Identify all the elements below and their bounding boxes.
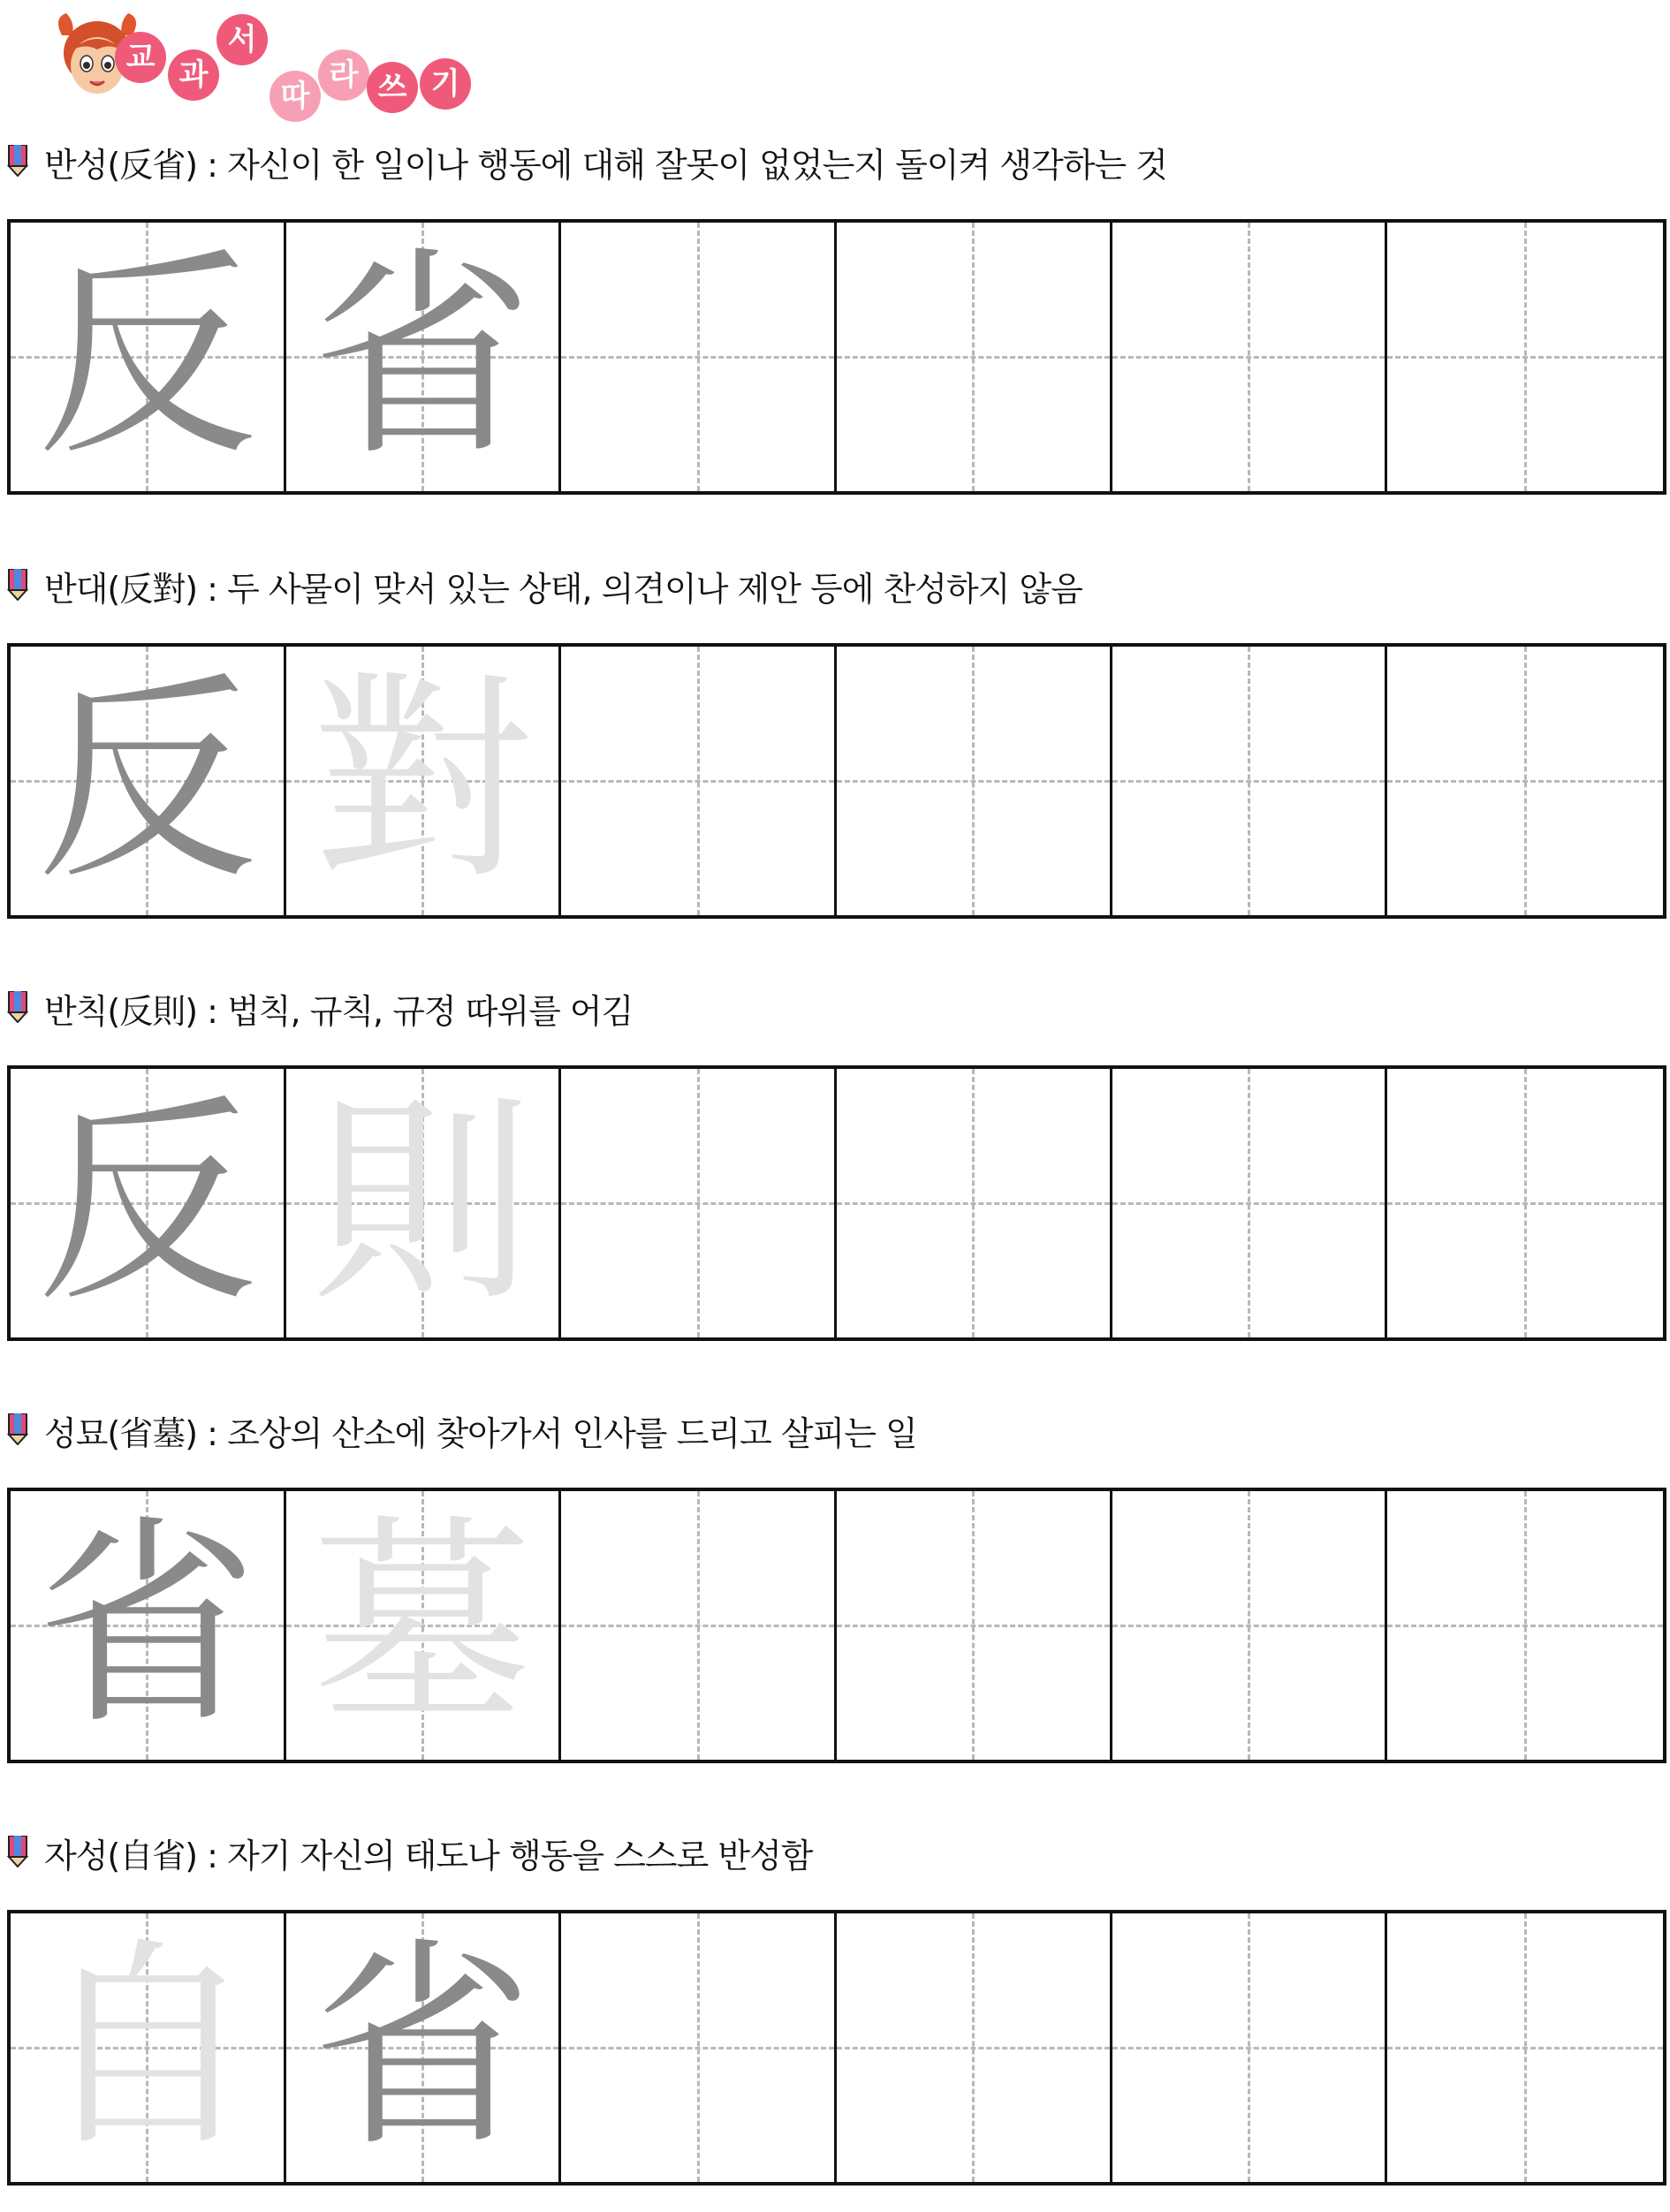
horizontal-guide-line bbox=[837, 356, 1110, 359]
sample-cell bbox=[286, 1913, 562, 2182]
practice-cell[interactable] bbox=[837, 1491, 1112, 1760]
writing-grid bbox=[7, 1488, 1666, 1763]
horizontal-guide-line bbox=[837, 780, 1110, 783]
word-heading: 성묘(省墓) : 조상의 산소에 찾아가서 인사를 드리고 살피는 일 bbox=[0, 1401, 1670, 1454]
sample-cell bbox=[11, 1913, 286, 2182]
word-hanja: 反則 bbox=[119, 992, 186, 1031]
writing-grid bbox=[7, 219, 1666, 495]
word-definition: 자신이 한 일이나 행동에 대해 잘못이 없었는지 돌이켜 생각하는 것 bbox=[227, 146, 1167, 185]
word-korean: 자성 bbox=[44, 1837, 108, 1875]
word-korean: 성묘 bbox=[44, 1414, 108, 1453]
word-korean: 반성 bbox=[44, 146, 108, 185]
hanja-sample-glyph: 反 bbox=[36, 652, 258, 909]
horizontal-guide-line bbox=[837, 1625, 1110, 1627]
practice-cell[interactable] bbox=[561, 223, 837, 491]
pencil-icon bbox=[7, 1836, 28, 1867]
sample-cell bbox=[286, 1491, 562, 1760]
horizontal-guide-line bbox=[1112, 2047, 1385, 2049]
horizontal-guide-line bbox=[1112, 356, 1385, 359]
practice-cell[interactable] bbox=[1112, 223, 1388, 491]
word-heading: 반성(反省) : 자신이 한 일이나 행동에 대해 잘못이 없었는지 돌이켜 생각하는 것 bbox=[0, 133, 1670, 186]
writing-grid bbox=[7, 1910, 1666, 2185]
horizontal-guide-line bbox=[837, 1202, 1110, 1205]
word-heading: 반대(反對) : 두 사물이 맞서 있는 상태, 의견이나 제안 등에 찬성하지 않음 bbox=[0, 557, 1670, 610]
horizontal-guide-line bbox=[1387, 2047, 1663, 2049]
logo-char: 기 bbox=[420, 58, 471, 110]
hanja-sample-glyph: 反 bbox=[36, 1074, 258, 1331]
logo-char: 따 bbox=[269, 71, 321, 122]
practice-cell[interactable] bbox=[1112, 1913, 1388, 2182]
sample-cell bbox=[286, 223, 562, 491]
hanja-sample-glyph: 省 bbox=[312, 228, 533, 485]
practice-cell[interactable] bbox=[561, 1913, 837, 2182]
hanja-sample-glyph: 墓 bbox=[312, 1496, 533, 1754]
pencil-icon bbox=[7, 991, 28, 1023]
hanja-sample-glyph: 反 bbox=[36, 228, 258, 485]
pencil-icon bbox=[7, 1413, 28, 1445]
word-hanja: 省墓 bbox=[119, 1414, 186, 1453]
practice-cell[interactable] bbox=[1112, 647, 1388, 915]
word-definition: 자기 자신의 태도나 행동을 스스로 반성함 bbox=[227, 1837, 813, 1875]
sample-cell bbox=[286, 1069, 562, 1337]
practice-cell[interactable] bbox=[837, 223, 1112, 491]
horizontal-guide-line bbox=[561, 356, 834, 359]
horizontal-guide-line bbox=[1387, 1625, 1663, 1627]
word-heading: 반칙(反則) : 법칙, 규칙, 규정 따위를 어김 bbox=[0, 979, 1670, 1032]
sample-cell bbox=[286, 647, 562, 915]
horizontal-guide-line bbox=[1112, 780, 1385, 783]
word-definition: 두 사물이 맞서 있는 상태, 의견이나 제안 등에 찬성하지 않음 bbox=[227, 570, 1082, 609]
word-hanja: 反對 bbox=[119, 570, 186, 609]
hanja-sample-glyph: 則 bbox=[312, 1074, 533, 1331]
horizontal-guide-line bbox=[561, 780, 834, 783]
horizontal-guide-line bbox=[837, 2047, 1110, 2049]
practice-cell[interactable] bbox=[1387, 223, 1663, 491]
horizontal-guide-line bbox=[1112, 1202, 1385, 1205]
practice-cell[interactable] bbox=[561, 1069, 837, 1337]
sample-cell bbox=[11, 647, 286, 915]
horizontal-guide-line bbox=[561, 2047, 834, 2049]
logo-char: 서 bbox=[216, 14, 268, 65]
word-korean: 반대 bbox=[44, 570, 108, 609]
horizontal-guide-line bbox=[561, 1625, 834, 1627]
word-hanja: 自省 bbox=[119, 1837, 186, 1875]
word-hanja: 反省 bbox=[119, 146, 186, 185]
horizontal-guide-line bbox=[1112, 1625, 1385, 1627]
logo-char: 쓰 bbox=[367, 62, 418, 113]
hanja-sample-glyph: 自 bbox=[36, 1919, 258, 2176]
practice-cell[interactable] bbox=[1387, 647, 1663, 915]
practice-cell[interactable] bbox=[1112, 1069, 1388, 1337]
logo-char: 교 bbox=[115, 32, 166, 83]
logo-char: 과 bbox=[168, 49, 219, 101]
workbook-logo bbox=[27, 0, 486, 133]
practice-cell[interactable] bbox=[561, 1491, 837, 1760]
hanja-sample-glyph: 省 bbox=[36, 1496, 258, 1754]
practice-cell[interactable] bbox=[1387, 1913, 1663, 2182]
horizontal-guide-line bbox=[1387, 1202, 1663, 1205]
practice-cell[interactable] bbox=[1387, 1491, 1663, 1760]
practice-cell[interactable] bbox=[837, 1913, 1112, 2182]
sample-cell bbox=[11, 223, 286, 491]
horizontal-guide-line bbox=[1387, 780, 1663, 783]
sample-cell bbox=[11, 1069, 286, 1337]
sample-cell bbox=[11, 1491, 286, 1760]
pencil-icon bbox=[7, 145, 28, 177]
writing-grid bbox=[7, 643, 1666, 919]
horizontal-guide-line bbox=[1387, 356, 1663, 359]
horizontal-guide-line bbox=[561, 1202, 834, 1205]
word-korean: 반칙 bbox=[44, 992, 108, 1031]
practice-cell[interactable] bbox=[1112, 1491, 1388, 1760]
practice-cell[interactable] bbox=[561, 647, 837, 915]
hanja-sample-glyph: 對 bbox=[312, 652, 533, 909]
hanja-sample-glyph: 省 bbox=[312, 1919, 533, 2176]
pencil-icon bbox=[7, 569, 28, 601]
practice-cell[interactable] bbox=[837, 1069, 1112, 1337]
word-heading: 자성(自省) : 자기 자신의 태도나 행동을 스스로 반성함 bbox=[0, 1823, 1670, 1876]
word-definition: 조상의 산소에 찾아가서 인사를 드리고 살피는 일 bbox=[227, 1414, 917, 1453]
practice-cell[interactable] bbox=[837, 647, 1112, 915]
logo-char: 라 bbox=[318, 49, 369, 101]
writing-grid bbox=[7, 1065, 1666, 1341]
practice-cell[interactable] bbox=[1387, 1069, 1663, 1337]
word-definition: 법칙, 규칙, 규정 따위를 어김 bbox=[227, 992, 634, 1031]
